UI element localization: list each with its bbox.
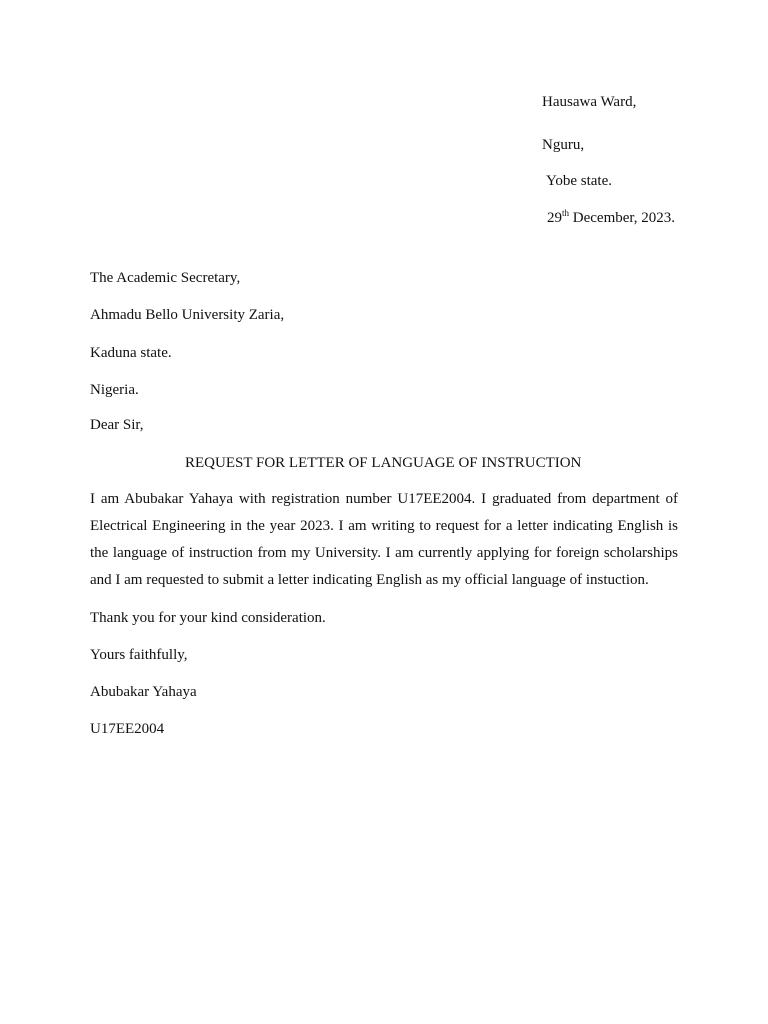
sender-address-line-2: Nguru, <box>542 137 585 153</box>
body-line: and I am requested to submit a letter indicating English as my official language of instuction. <box>90 572 649 588</box>
recipient-address-line-2: Ahmadu Bello University Zaria, <box>90 307 285 323</box>
date-month-year: December, 2023. <box>569 210 676 226</box>
sender-address-line-1: Hausawa Ward, <box>542 94 637 110</box>
body-line: Electrical Engineering in the year 2023. I am writing to request for a letter indicating English is <box>90 518 678 534</box>
closing-line: Yours faithfully, <box>90 647 188 663</box>
recipient-address-line-4: Nigeria. <box>90 382 139 398</box>
signature-name: Abubakar Yahaya <box>90 684 197 700</box>
sender-address-line-3: Yobe state. <box>546 173 612 189</box>
body-line: I am Abubakar Yahaya with registration number U17EE2004. I graduated from department of <box>90 491 678 507</box>
subject-heading: REQUEST FOR LETTER OF LANGUAGE OF INSTRUCTION <box>185 455 582 471</box>
thanks-line: Thank you for your kind consideration. <box>90 610 326 626</box>
body-paragraph <box>90 488 678 596</box>
body-line: the language of instruction from my University. I am currently applying for foreign scholarships <box>90 545 678 561</box>
letter-date <box>547 209 675 227</box>
salutation: Dear Sir, <box>90 417 144 433</box>
date-ordinal-suffix: th <box>562 208 570 218</box>
date-day: 29 <box>547 210 562 226</box>
recipient-address-line-1: The Academic Secretary, <box>90 270 241 286</box>
signature-reg-number: U17EE2004 <box>90 721 165 737</box>
recipient-address-line-3: Kaduna state. <box>90 345 172 361</box>
